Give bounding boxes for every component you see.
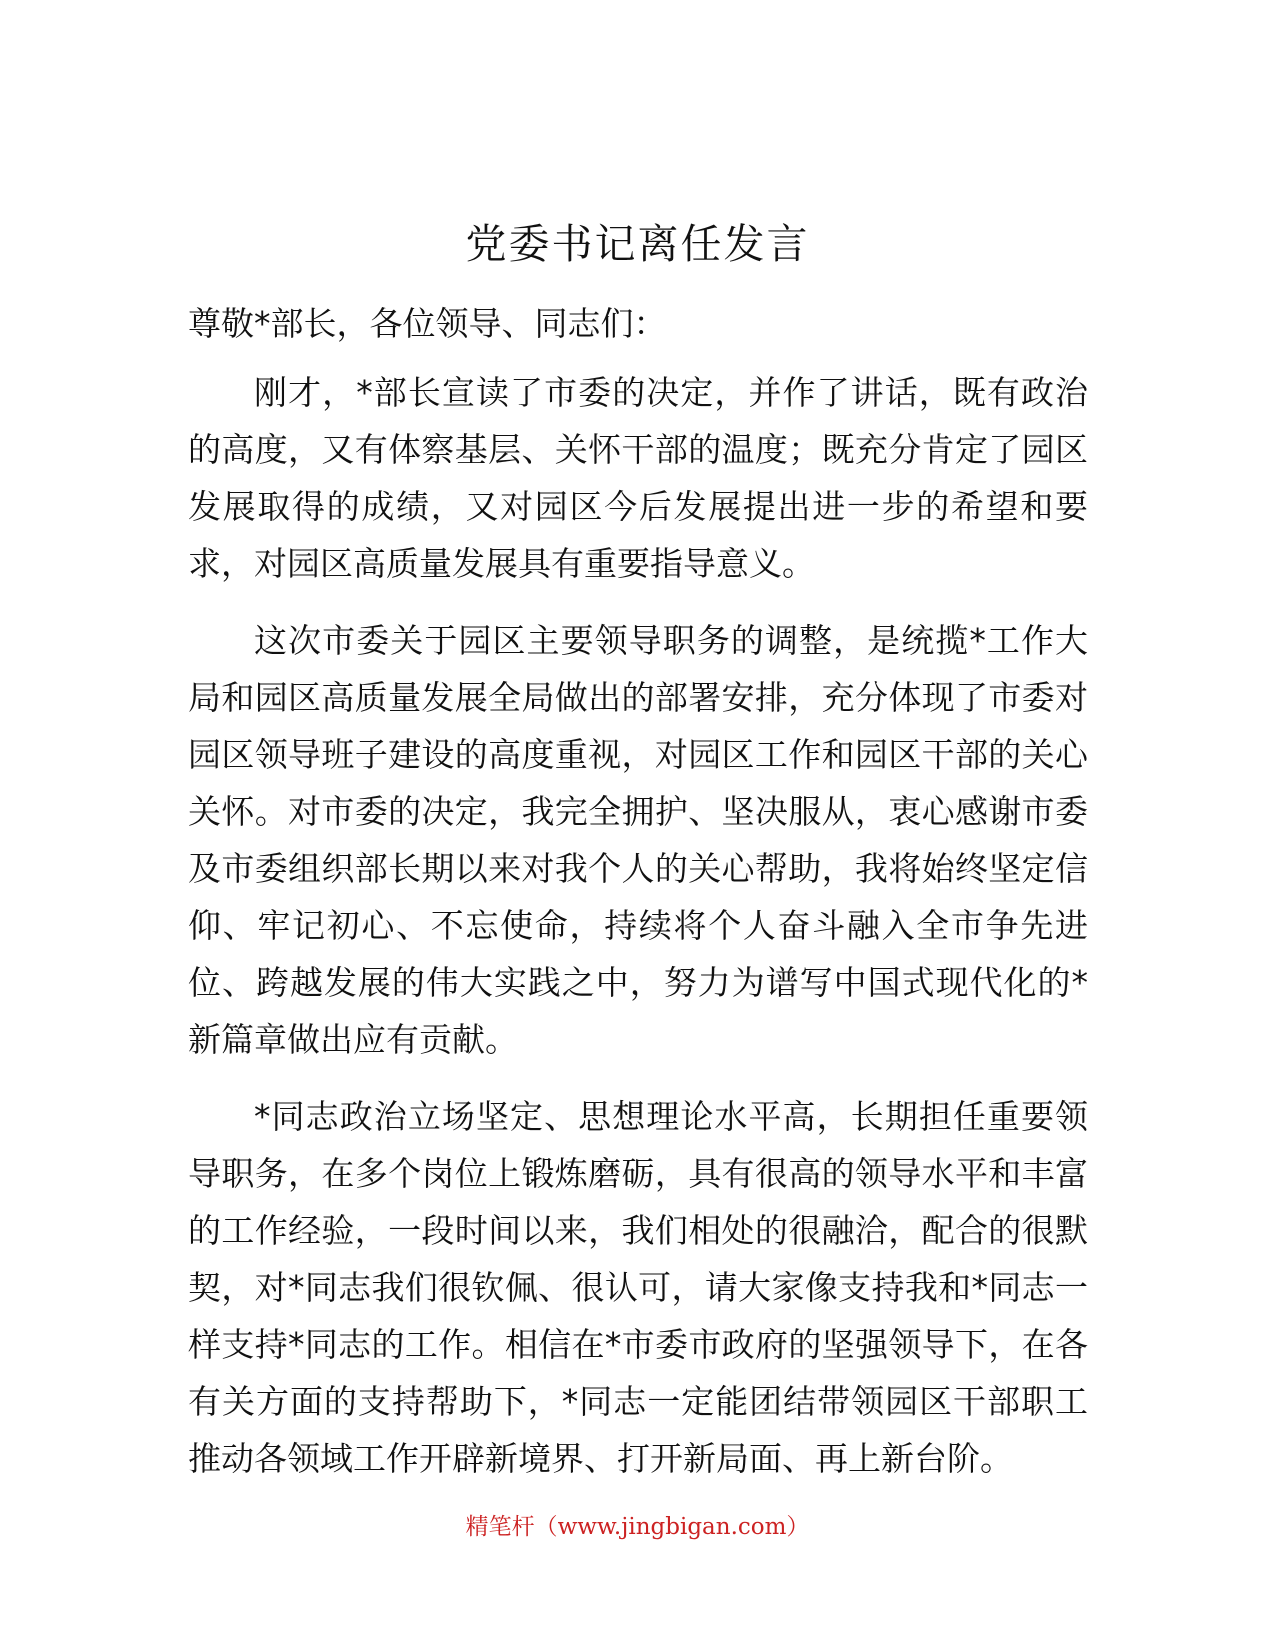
- salutation: 尊敬*部长，各位领导、同志们：: [188, 304, 667, 343]
- paragraph-2: 这次市委关于园区主要领导职务的调整，是统揽*工作大局和园区高质量发展全局做出的部署安排，充分体现了市委对园区领导班子建设的高度重视，对园区工作和园区干部的关心关怀。对市委的决定，我完全拥护、坚决服从，衷心感谢市委及市委组织部长期以来对我个人的关心帮助，我将始终坚定信仰、牢记初心、不忘使命，持续将个人奋斗融入全市争先进位、跨越发展的伟大实践之中，努力为谱写中国式现代化的*新篇章做出应有贡献。: [188, 621, 1088, 1059]
- footer-watermark: 精笔杆（www.jingbigan.com）: [465, 1514, 810, 1540]
- paragraph-3: *同志政治立场坚定、思想理论水平高，长期担任重要领导职务，在多个岗位上锻炼磨砺，具有很高的领导水平和丰富的工作经验，一段时间以来，我们相处的很融洽，配合的很默契，对*同志我们很钦佩、很认可，请大家像支持我和*同志一样支持*同志的工作。相信在*市委市政府的坚强领导下，在各有关方面的支持帮助下，*同志一定能团结带领园区干部职工推动各领域工作开辟新境界、打开新局面、再上新台阶。: [188, 1097, 1088, 1478]
- paragraph-1: 刚才，*部长宣读了市委的决定，并作了讲话，既有政治的高度，又有体察基层、关怀干部的温度；既充分肯定了园区发展取得的成绩，又对园区今后发展提出进一步的希望和要求，对园区高质量发展具有重要指导意义。: [188, 373, 1088, 583]
- document-title: 党委书记离任发言: [465, 220, 810, 268]
- document-body: [188, 295, 1088, 1507]
